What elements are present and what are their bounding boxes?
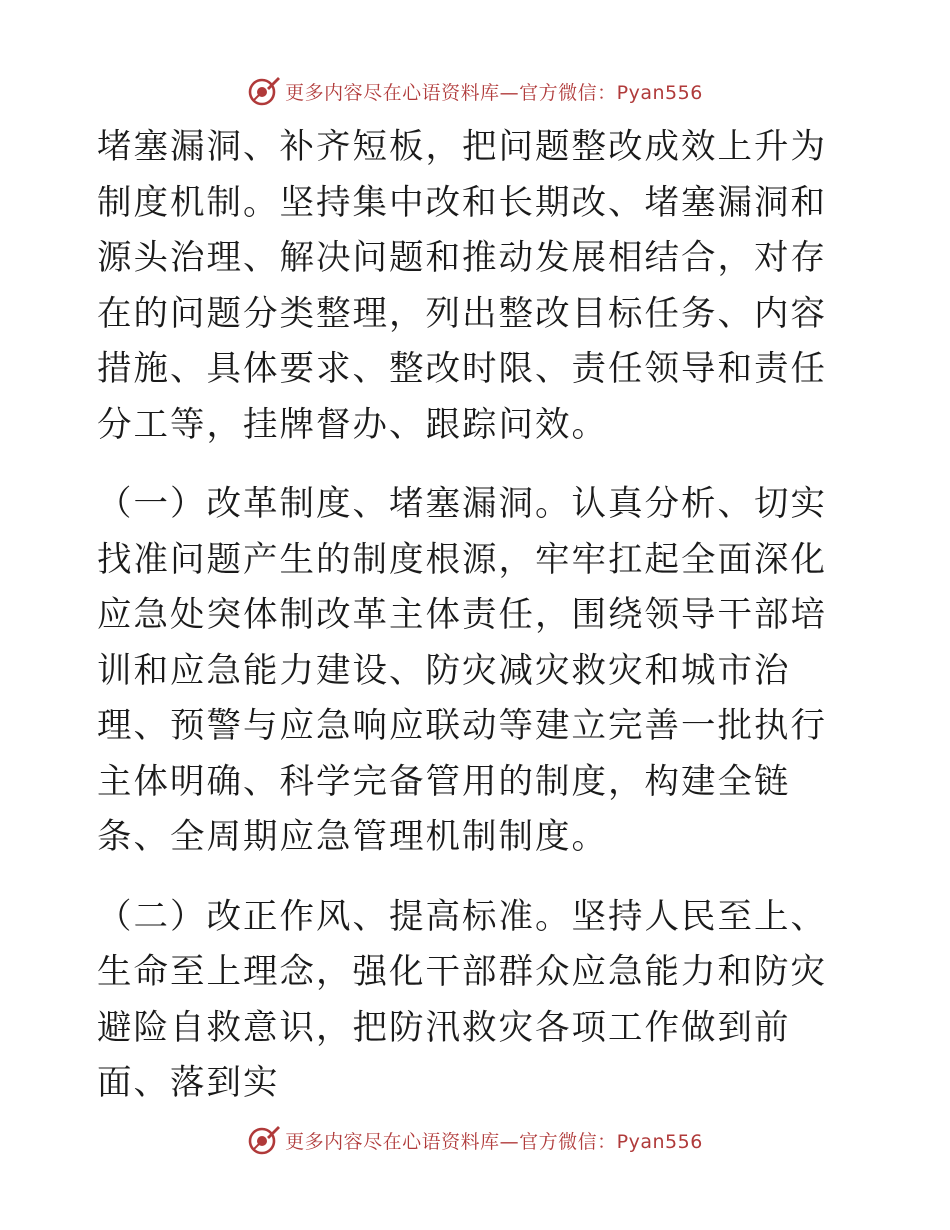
document-body <box>97 120 857 1112</box>
header-banner-text: 更多内容尽在心语资料库—官方微信：Pyan556 <box>285 81 703 104</box>
paragraph-3: （二）改正作风、提高标准。坚持人民至上、生命至上理念，强化干部群众应急能力和防灾避险自救意识，把防汛救灾各项工作做到前面、落到实 <box>97 896 827 1103</box>
header-banner <box>0 71 950 111</box>
paragraph-2: （一）改革制度、堵塞漏洞。认真分析、切实找准问题产生的制度根源，牢牢扛起全面深化应急处突体制改革主体责任，围绕领导干部培训和应急能力建设、防灾减灾救灾和城市治理、预警与应急响应联动等建立完善一批执行主体明确、科学完备管用的制度，构建全链条、全周期应急管理机制制度。 <box>97 484 827 857</box>
footer-banner <box>0 1120 950 1160</box>
paragraph-1: 堵塞漏洞、补齐短板，把问题整改成效上升为制度机制。坚持集中改和长期改、堵塞漏洞和源头治理、解决问题和推动发展相结合，对存在的问题分类整理，列出整改目标任务、内容措施、具体要求、整改时限、责任领导和责任分工等，挂牌督办、跟踪问效。 <box>97 127 827 445</box>
pen-seal-icon <box>247 74 281 108</box>
pen-seal-icon <box>247 1123 281 1157</box>
footer-banner-text: 更多内容尽在心语资料库—官方微信：Pyan556 <box>285 1130 703 1153</box>
